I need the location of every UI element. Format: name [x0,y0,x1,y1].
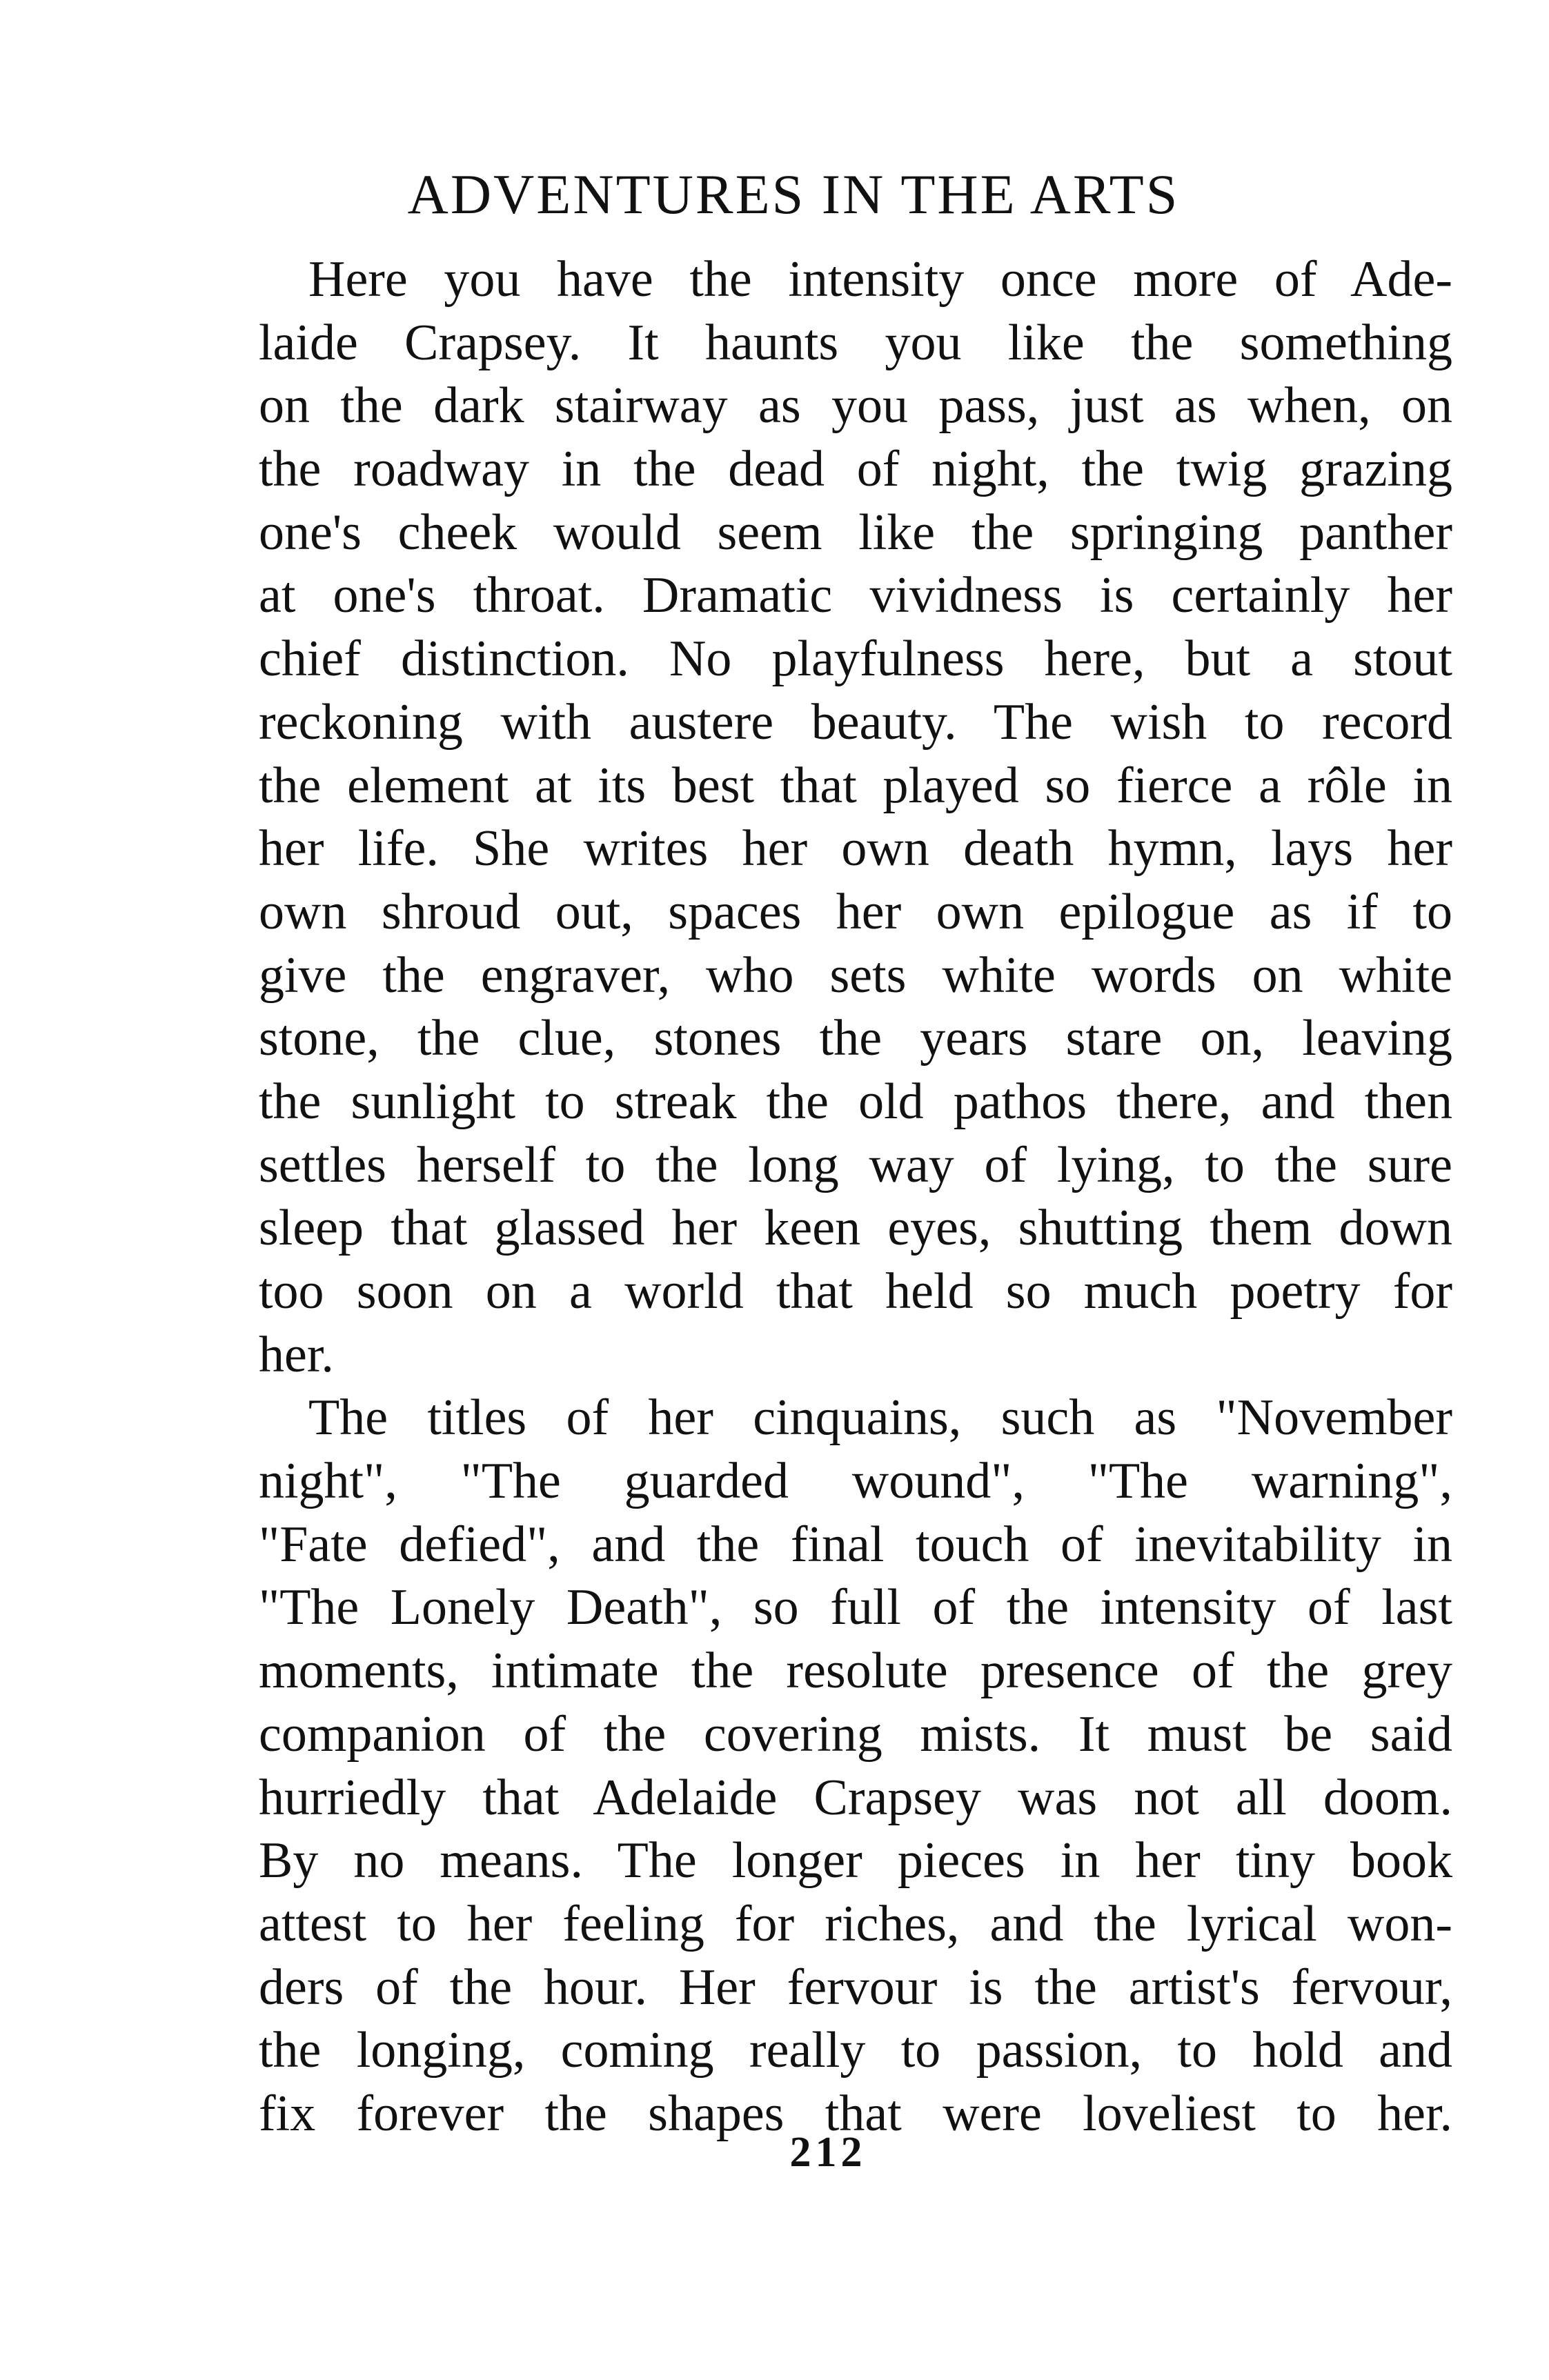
paragraph-1-line-2: laide Crapsey. It haunts you like the something [259,314,1452,371]
paragraph-2-line-11: the longing, coming really to passion, to hold and [259,2022,1452,2079]
paragraph-1-line-15: settles herself to the long way of lying, to the sure [259,1136,1452,1193]
paragraph-1-line-18: her. [259,1326,334,1383]
paragraph-2-line-2: night", "The guarded wound", "The warning", [259,1453,1452,1510]
paragraph-2-line-9: attest to her feeling for riches, and the lyrical won- [259,1895,1452,1952]
body-text [259,248,1452,2146]
paragraph-1-line-4: the roadway in the dead of night, the twig grazing [259,441,1452,498]
paragraph-1-line-7: chief distinction. No playfulness here, but a stout [259,631,1452,688]
paragraph-1-line-8: reckoning with austere beauty. The wish to record [259,693,1452,751]
paragraph-2-line-1: The titles of her cinquains, such as "November [308,1389,1452,1447]
paragraph-1-line-3: on the dark stairway as you pass, just as when, on [259,377,1452,435]
paragraph-1-line-17: too soon on a world that held so much poetry for [259,1263,1452,1320]
paragraph-1-line-12: give the engraver, who sets white words on white [259,946,1452,1004]
paragraph-2-line-5: moments, intimate the resolute presence of the grey [259,1643,1452,1700]
paragraph-2-line-6: companion of the covering mists. It must be said [259,1705,1452,1763]
paragraph-1-line-10: her life. She writes her own death hymn, lays her [259,820,1452,877]
paragraph-2-line-7: hurriedly that Adelaide Crapsey was not all doom. [259,1769,1452,1826]
paragraph-1-line-1: Here you have the intensity once more of Ade- [308,251,1452,308]
paragraph-1-line-5: one's cheek would seem like the springing panther [259,504,1452,561]
paragraph-1-line-11: own shroud out, spaces her own epilogue as if to [259,883,1452,940]
paragraph-1-line-6: at one's throat. Dramatic vividness is certainly her [259,567,1452,624]
paragraph-1-line-9: the element at its best that played so fierce a rôle in [259,757,1452,814]
paragraph-1-line-16: sleep that glassed her keen eyes, shutting them down [259,1200,1452,1257]
paragraph-2-line-8: By no means. The longer pieces in her tiny book [259,1832,1452,1890]
paragraph-1-line-14: the sunlight to streak the old pathos there, and then [259,1073,1452,1130]
paragraph-1-line-13: stone, the clue, stones the years stare on, leaving [259,1010,1452,1067]
page-number: 212 [789,2129,867,2176]
running-head: ADVENTURES IN THE ARTS [407,163,1180,226]
paragraph-2-line-3: "Fate defied", and the final touch of inevitability in [259,1516,1452,1573]
paragraph-2-line-4: "The Lonely Death", so full of the intensity of last [259,1579,1452,1636]
paragraph-2-line-10: ders of the hour. Her fervour is the artist's fervour, [259,1958,1452,2016]
paragraph-2-line-12: fix forever the shapes that were loveliest to her. [259,2085,1452,2142]
